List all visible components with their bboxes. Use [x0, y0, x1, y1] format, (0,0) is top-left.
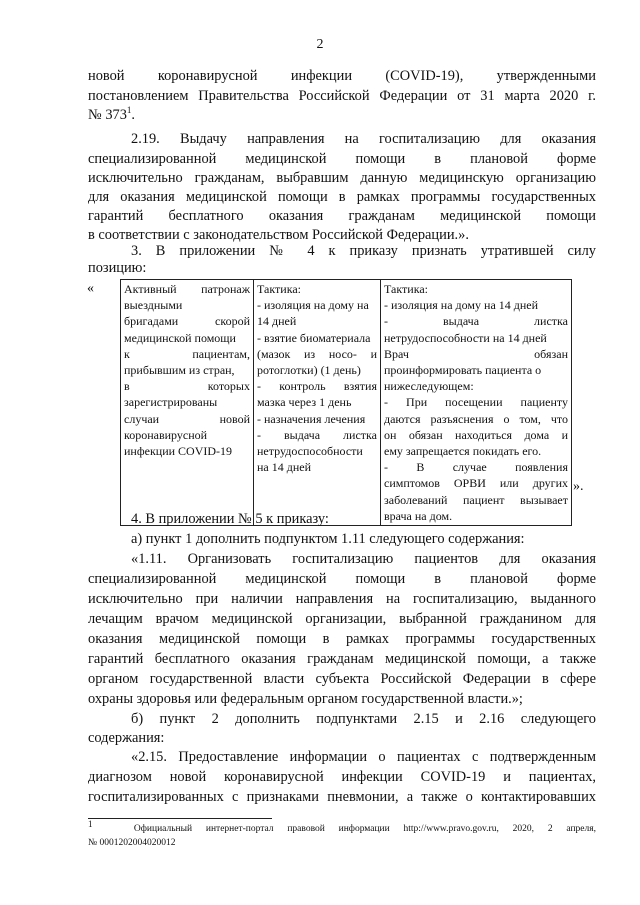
item-4-line: б) пункт 2 дополнить подпунктами 2.15 и 2.16 следующего — [131, 711, 596, 727]
item-4-line: содержания: — [88, 730, 165, 746]
cell-line: случаи новой — [124, 411, 250, 426]
footnote-line-1 — [88, 818, 596, 835]
intro-word: коронавирусной — [157, 68, 258, 84]
table-open-quote: « — [87, 281, 94, 296]
intro-line-3: № $373^1$. — [88, 105, 136, 123]
table-row — [121, 280, 572, 526]
cell-line: - выдача листка — [257, 427, 377, 442]
cell-line: - В случае появления — [384, 460, 568, 475]
item-2-19-line: для оказания медицинской помощи в рамках программы государственных — [88, 189, 596, 205]
cell-line: на 14 дней — [257, 460, 312, 475]
item-4-line: а) пункт 1 дополнить подпунктом 1.11 следующего содержания: — [131, 531, 525, 547]
cell-line: коронавирусной — [124, 427, 208, 442]
item-4-line: 4. В приложении № 5 к приказу: — [131, 511, 329, 527]
cell-line: симптомов ОРВИ или других — [384, 476, 568, 491]
cell-line: Активный патронаж — [124, 282, 250, 296]
cell-line: инфекции COVID-19 — [124, 444, 233, 459]
cell-line: к пациентам, — [124, 346, 250, 361]
cell-line: мазка через 1 день — [257, 395, 352, 410]
footnote-rule — [88, 818, 272, 819]
item-4-line: оказания медицинской помощи в рамках программы государственных — [88, 631, 596, 647]
item-2-19-line: исключительно гражданам, выбравшим данную медицинскую организацию — [88, 170, 596, 186]
intro-word: утвержденными — [496, 68, 596, 84]
cell-line: - изоляция на дому на — [257, 298, 369, 313]
cell-line: ротоглотки) (1 день) — [257, 363, 361, 378]
cell-line: бригадами скорой — [124, 314, 250, 329]
item-4-line: «1.11. Организовать госпитализацию пациентов для оказания — [131, 551, 596, 567]
cell-line: зарегистрированы — [124, 395, 218, 410]
cell-line: прибывшим из стран, — [124, 363, 235, 378]
intro-word: (COVID-19), — [385, 68, 464, 84]
intro-line-2: постановлением Правительства Российской Федерации от 31 марта 2020 г. — [88, 88, 596, 104]
cell-line: Тактика: — [384, 282, 429, 296]
item-4-line: «2.15. Предоставление информации о пациентах с подтвержденным — [131, 749, 596, 765]
item-4-line: охраны здоровья или федеральным органом государственной власти.»; — [88, 691, 523, 707]
item-4-line: исключительно при наличии направления на госпитализацию, выданного — [88, 591, 596, 607]
cell-line: врача на дом. — [384, 508, 453, 523]
cell-line: Врач обязан — [384, 346, 568, 361]
cell-line: он обязан находиться дома и — [384, 427, 568, 442]
item-2-19-line: гарантий бесплатного оказания гражданам медицинской помощи — [88, 208, 596, 224]
cell-line: - выдача листка — [384, 314, 568, 329]
item-4-line: госпитализированных с признаками пневмонии, а также о контактировавших — [88, 789, 596, 805]
intro-word: инфекции — [290, 68, 353, 84]
cell-line: проинформировать пациента о — [384, 363, 542, 378]
item-3-line: позицию: — [88, 260, 147, 276]
cell-line: - изоляция на дому на 14 дней — [384, 298, 539, 313]
cell-line: (мазок из носо- и — [257, 346, 377, 361]
item-2-19-line: 2.19. Выдачу направления на госпитализацию для оказания — [131, 131, 596, 147]
cell-line: даются разъяснения о том, что — [384, 411, 568, 426]
cell-line: нижеследующем: — [384, 379, 474, 394]
page-number: 2 — [316, 37, 324, 52]
item-4-line: гарантий бесплатного оказания гражданам медицинской помощи, а также — [88, 651, 596, 667]
item-4-line: диагнозом новой коронавирусной инфекции COVID-19 и пациентах, — [88, 769, 596, 785]
item-4-line: лечащим врачом медицинской организации, выбранной гражданином для — [88, 611, 596, 627]
table-cell-activity — [121, 280, 254, 526]
table-cell-tactics-b — [381, 280, 572, 526]
cell-line: заболеваний пациент вызывает — [384, 492, 568, 507]
cell-line: нетрудоспособности на 14 дней — [384, 330, 547, 345]
item-2-19-line: в соответствии с законодательством Российской Федерации.». — [88, 227, 469, 243]
item-4-line: специализированной медицинской помощи в плановой форме — [88, 571, 596, 587]
cell-line: - При посещении пациенту — [384, 395, 568, 410]
table-close-quote: ». — [573, 479, 584, 494]
cell-line: 14 дней — [257, 314, 297, 329]
cell-line: нетрудоспособности — [257, 444, 363, 459]
position-table — [120, 279, 572, 526]
cell-line: - контроль взятия — [257, 379, 377, 394]
item-3-line: 3. В приложении № 4 к приказу признать утратившей силу — [131, 243, 596, 259]
cell-line: - взятие биоматериала — [257, 330, 371, 345]
footnote-line-2: № 0001202004020012 — [88, 838, 176, 848]
cell-line: в которых — [124, 379, 250, 394]
cell-line: медицинской помощи — [124, 330, 236, 345]
item-4-line: органом государственной власти субъекта Российской Федерации в сфере — [88, 671, 596, 687]
cell-line: Тактика: — [257, 282, 302, 296]
cell-line: - назначения лечения — [257, 411, 366, 426]
cell-line: выездными — [124, 298, 183, 313]
footnote-ref[interactable]: 1 — [126, 105, 132, 116]
intro-word: новой — [88, 68, 125, 84]
table-cell-tactics-a — [254, 280, 381, 526]
intro-line-1 — [88, 67, 596, 85]
footnote-text: Официальный интернет-портал правовой информации http://www.pravo.gov.ru, 2020, 2 апреля, — [133, 824, 596, 834]
cell-line: ему запрещается покидать его. — [384, 444, 542, 459]
footnote-mark: 1 — [88, 818, 93, 829]
item-2-19-line: специализированной медицинской помощи в плановой форме — [88, 151, 596, 167]
